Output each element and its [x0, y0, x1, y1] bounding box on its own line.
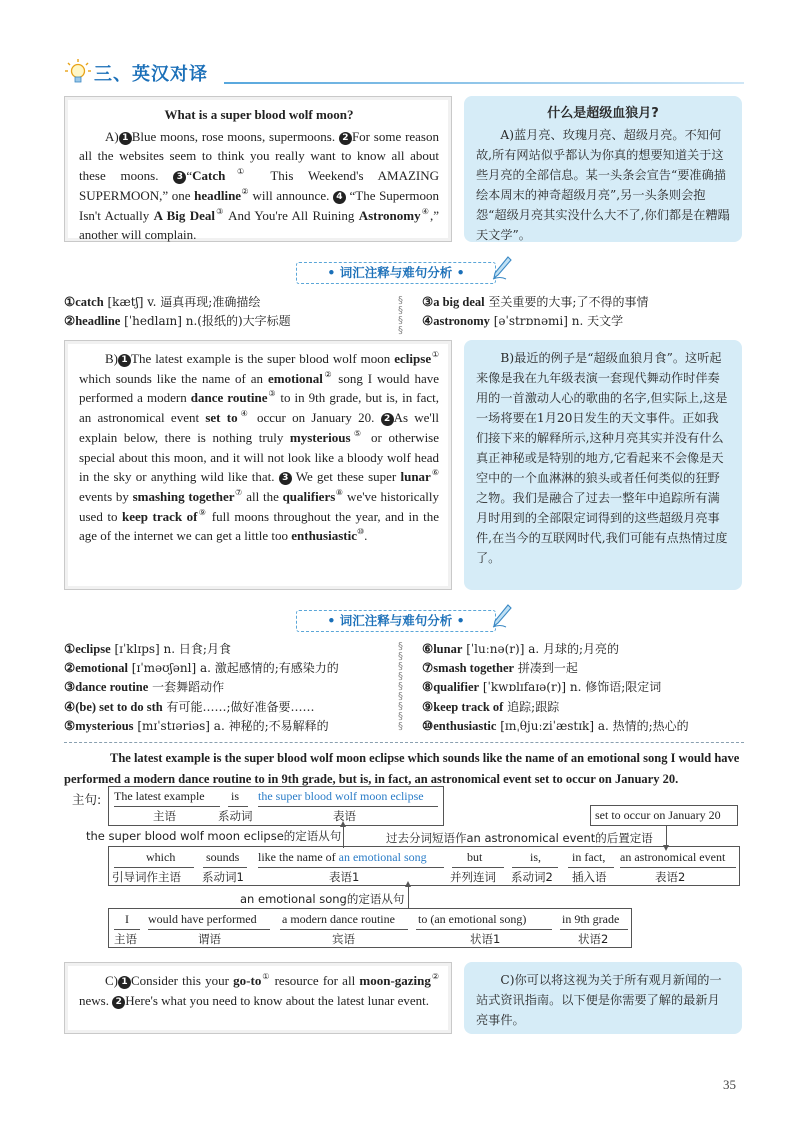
- vocab-item: ④(be) set to do sth 有可能……;做好准备要……: [64, 699, 315, 714]
- diagram-note: the super blood wolf moon eclipse的定语从句: [86, 829, 342, 843]
- header-rule: [224, 82, 744, 84]
- vocab-item: ②headline [ˈhedlaɪn] n.(报纸的)大字标题: [64, 314, 291, 329]
- vocab-list-2-right: [422, 640, 689, 736]
- passage-a-english: What is a super blood wolf moon? A) 1 Blue moons, rose moons, supermoons. 2 For some reason all the websites seem to think you really want to know all about these moons. 3 “Catch① This Weekend's AMAZING SUPERMOON,” one headline② will announce. 4 “The Supermoon Isn't Actually A Big Deal③ And You're All Ruining Astronomy④,” another will complain.: [64, 96, 452, 242]
- vocab-item: ②emotional [ɪˈməʊʃənl] a. 激起感情的;有感染力的: [64, 661, 339, 676]
- main-clause-label: 主句:: [72, 792, 102, 807]
- vocab-item: ⑤mysterious [mɪˈstɪəriəs] a. 神秘的;不易解释的: [64, 718, 329, 733]
- difficult-sentence: The latest example is the super blood wolf moon eclipse which sounds like the name of an emotional song I would have performed a modern dance routine to in 9th grade, but is, in fact, an astronomical event set to occur on January 20.: [64, 751, 740, 786]
- vocab-item: ①catch [kætʃ] v. 逼真再现;准确描绘: [64, 295, 261, 309]
- passage-b-chinese: [464, 340, 742, 590]
- vocab-list-1-left: [64, 293, 291, 331]
- translation-b: B)最近的例子是“超级血狼月食”。这听起来像是我在九年级表演一套现代舞动作时伴奏用的一首激动人心的歌曲的名字,但实际上,这是一场将要在1月20日发生的天文事件。正如我们接下来的解释所示,这种月亮其实并没有什么真正神秘或是特别的地方,它看起来不会像是天空中的一个血淋淋的狼头或者任何类似的狂野之物。我们是融合了过去一整年中追踪所有满月时用到的全部限定词得到的这些超级月亮事件,在当今的互联网时代,我们可能有点热情过度了。: [476, 351, 728, 565]
- passage-title-cn: 什么是超级血狼月?: [547, 106, 659, 121]
- pen-icon: [492, 604, 512, 628]
- vocab-item: ⑧qualifier [ˈkwɒlɪfaɪə(r)] n. 修饰语;限定词: [422, 680, 662, 695]
- passage-c-english: C) 1 Consider this your go-to① resource for all moon-gazing② news. 2 Here's what you need to know about the latest lunar event.: [64, 962, 452, 1034]
- passage-c-chinese: [464, 962, 742, 1034]
- section-title: 三、英汉对译: [94, 64, 208, 85]
- spiral-divider: § § § §: [398, 295, 403, 336]
- passage-title: What is a super blood wolf moon?: [164, 107, 354, 122]
- page-number: 35: [723, 1077, 736, 1092]
- vocab-heading-2: • 词汇注释与难句分析 •: [296, 610, 496, 632]
- vocab-heading-1: • 词汇注释与难句分析 •: [296, 262, 496, 284]
- vocab-item: ⑥lunar [ˈluːnə(r)] a. 月球的;月亮的: [422, 642, 620, 656]
- vocab-item: ⑦smash together 拼凑到一起: [422, 661, 578, 676]
- vocab-item: ⑩enthusiastic [ɪnˌθjuːziˈæstɪk] a. 热情的;热心的: [422, 718, 689, 733]
- pen-icon: [492, 256, 512, 280]
- translation-c: C)你可以将这视为关于所有观月新闻的一站式资讯指南。以下便是你需要了解的最新月亮事件。: [476, 973, 722, 1027]
- vocab-item: ⑨keep track of 追踪;跟踪: [422, 699, 560, 714]
- diagram-note: 过去分词短语作an astronomical event的后置定语: [386, 831, 653, 845]
- divider: [64, 742, 744, 743]
- passage-a-chinese: [464, 96, 742, 242]
- vocab-list-2-left: [64, 640, 339, 736]
- vocab-item: ③a big deal 至关重要的大事;了不得的事情: [422, 295, 649, 309]
- vocab-item: ③dance routine 一套舞蹈动作: [64, 680, 225, 695]
- diagram-note: an emotional song的定语从句: [240, 892, 405, 906]
- section-header: [64, 58, 744, 88]
- lightbulb-icon: [64, 58, 92, 86]
- spiral-divider: § § § § § § § § §: [398, 641, 403, 732]
- passage-b-english: B) 1 The latest example is the super blood wolf moon eclipse① which sounds like the name of an emotional② song I would have performed a modern dance routine③ to in 9th grade, but is, in fact, an astronomical event set to④ occur on January 20. 2 As we'll explain below, there is nothing truly mysterious⑤ or otherwise special about this moon, and it will not look like a bloody wolf head in the sky or anything wild like that. 3 We get these super lunar⑥ events by smashing together⑦ all the qualifiers⑧ we've historically used to keep track of⑨ full moons throughout the year, and in the age of the internet we can get a little too enthusiastic⑩.: [64, 340, 452, 590]
- vocab-item: ①eclipse [ɪˈklɪps] n. 日食;月食: [64, 642, 231, 656]
- vocab-list-1-right: [422, 293, 648, 331]
- vocab-item: ④astronomy [əˈstrɒnəmi] n. 天文学: [422, 314, 624, 329]
- translation-a: A)蓝月亮、玫瑰月亮、超级月亮。不知何故,所有网站似乎都认为你真的想要知道关于这些月亮的全部信息。某一头条会宣告“要准确描绘本周末的神奇超级月亮”,另一头条则会抱怨“超级月亮其实没什么大不了,你们都是在糟蹋天文学”。: [476, 128, 730, 242]
